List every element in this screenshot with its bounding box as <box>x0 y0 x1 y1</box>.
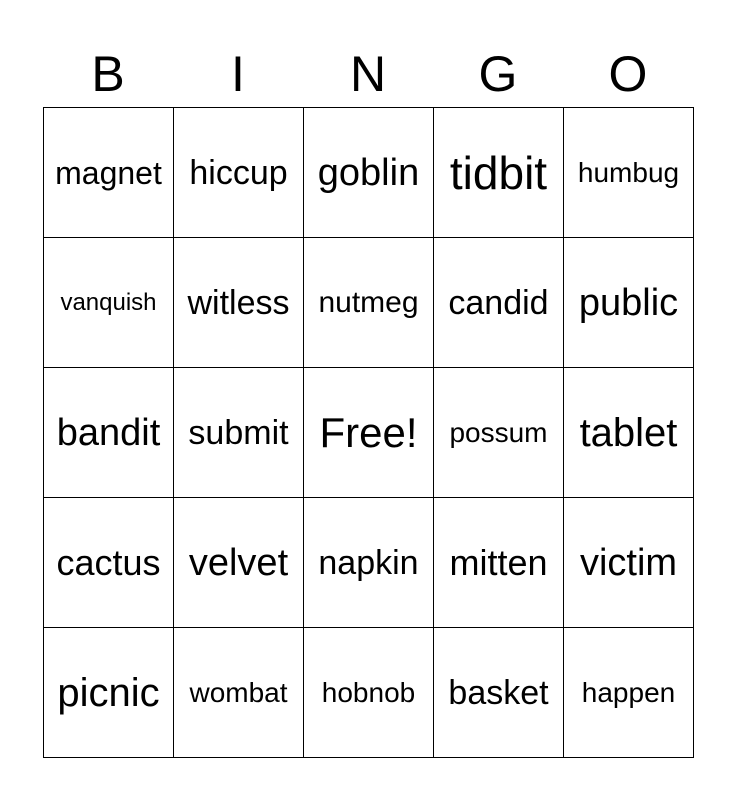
bingo-cell[interactable]: vanquish <box>44 238 174 368</box>
header-letter-b: B <box>91 46 125 102</box>
bingo-cell[interactable]: hiccup <box>174 108 304 238</box>
bingo-cell[interactable]: tablet <box>564 368 694 498</box>
bingo-cell[interactable]: wombat <box>174 628 304 758</box>
bingo-cell[interactable]: magnet <box>44 108 174 238</box>
bingo-cell[interactable]: victim <box>564 498 694 628</box>
header-letter-g: G <box>478 46 518 102</box>
free-space-cell[interactable]: Free! <box>304 368 434 498</box>
bingo-cell[interactable]: goblin <box>304 108 434 238</box>
bingo-cell[interactable]: public <box>564 238 694 368</box>
header-letter-o: O <box>608 46 648 102</box>
bingo-cell[interactable]: possum <box>434 368 564 498</box>
bingo-cell[interactable]: candid <box>434 238 564 368</box>
bingo-cell[interactable]: happen <box>564 628 694 758</box>
bingo-cell[interactable]: picnic <box>44 628 174 758</box>
bingo-cell[interactable]: mitten <box>434 498 564 628</box>
bingo-board <box>43 107 694 758</box>
bingo-cell[interactable]: velvet <box>174 498 304 628</box>
bingo-cell[interactable]: nutmeg <box>304 238 434 368</box>
bingo-cell[interactable]: witless <box>174 238 304 368</box>
bingo-cell[interactable]: hobnob <box>304 628 434 758</box>
bingo-cell[interactable]: submit <box>174 368 304 498</box>
bingo-cell[interactable]: tidbit <box>434 108 564 238</box>
bingo-cell[interactable]: bandit <box>44 368 174 498</box>
bingo-cell[interactable]: basket <box>434 628 564 758</box>
header-letter-i: I <box>231 46 245 102</box>
bingo-header <box>43 40 693 108</box>
bingo-cell[interactable]: humbug <box>564 108 694 238</box>
header-letter-n: N <box>349 46 387 102</box>
bingo-cell[interactable]: napkin <box>304 498 434 628</box>
bingo-cell[interactable]: cactus <box>44 498 174 628</box>
